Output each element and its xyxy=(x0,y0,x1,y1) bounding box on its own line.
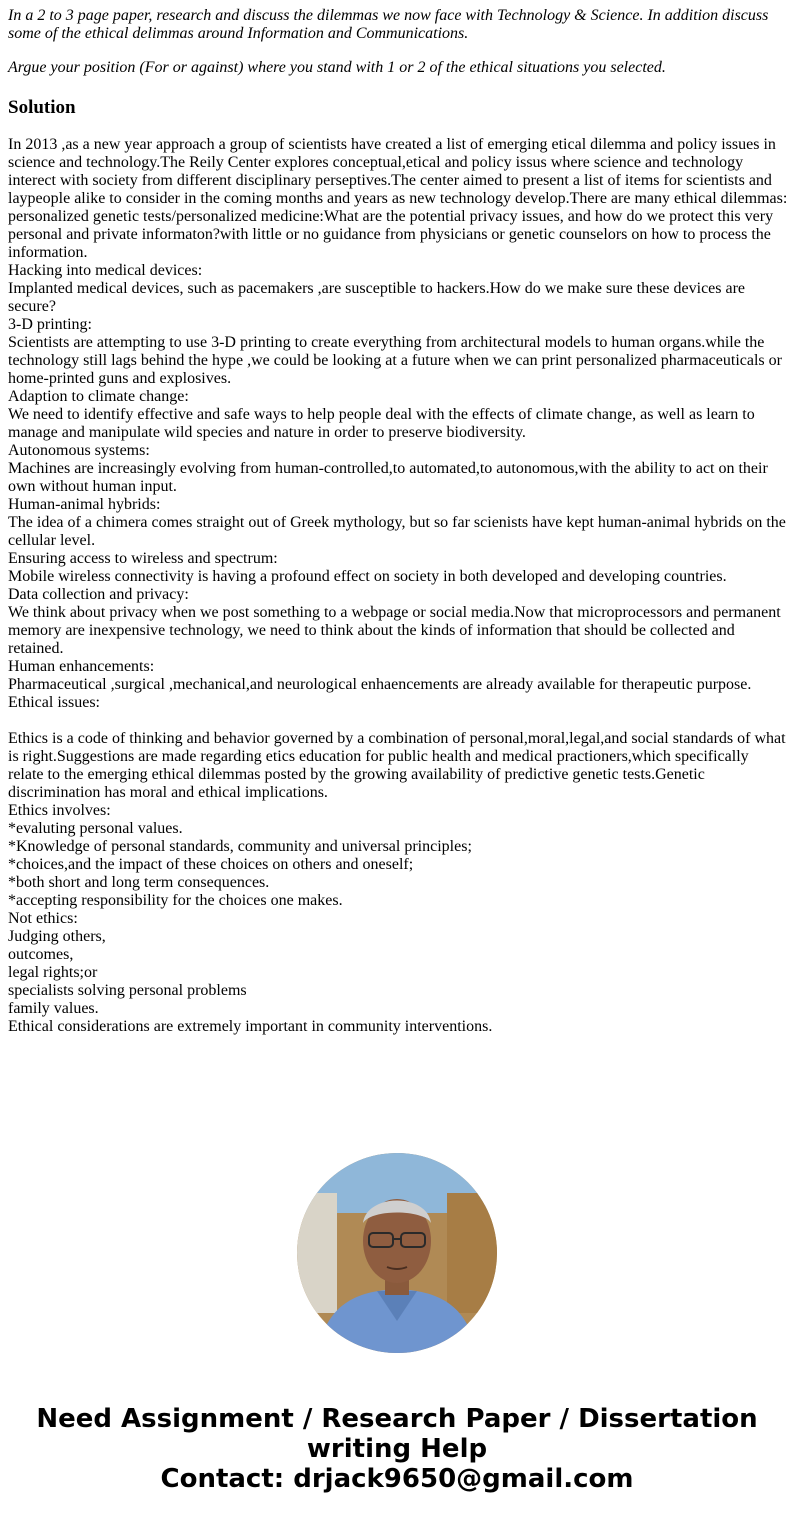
solution-line: Hacking into medical devices: xyxy=(8,262,203,279)
solution-line: Scientists are attempting to use 3-D printing to create everything from architectural models to human organs.while the technology still lags behind the hype ,we could be looking at a future when we can print personalized pharmaceuticals or home-printed guns and explosives. xyxy=(8,334,782,387)
solution-line: *evaluting personal values. xyxy=(8,820,183,837)
solution-line: The idea of a chimera comes straight out of Greek mythology, but so far scienists have kept human-animal hybrids on the cellular level. xyxy=(8,514,786,549)
solution-line: personalized genetic tests/personalized medicine:What are the potential privacy issues, and how do we protect this very personal and private informaton?with little or no guidance from physicians or genetic counselors on how to process the information. xyxy=(8,208,774,261)
solution-line: legal rights;or xyxy=(8,964,98,981)
promo-banner xyxy=(0,1404,794,1494)
blank-line xyxy=(8,712,788,730)
solution-line: family values. xyxy=(8,1000,99,1017)
promo-line-1: Need Assignment / Research Paper / Dissertation xyxy=(36,1404,758,1434)
question-paragraph-2: Argue your position (For or against) where you stand with 1 or 2 of the ethical situations you selected. xyxy=(8,59,666,76)
solution-line: Data collection and privacy: xyxy=(8,586,189,603)
solution-line: outcomes, xyxy=(8,946,74,963)
promo-contact: Contact: drjack9650@gmail.com xyxy=(160,1464,634,1494)
solution-line: We think about privacy when we post something to a webpage or social media.Now that microprocessors and permanent memory are inexpensive technology, we need to think about the kinds of information that should be collected and retained. xyxy=(8,604,781,657)
solution-line: We need to identify effective and safe ways to help people deal with the effects of climate change, as well as learn to manage and manipulate wild species and nature in order to preserve biodiversity. xyxy=(8,406,755,441)
author-photo xyxy=(297,1153,497,1353)
solution-line: Ethical issues: xyxy=(8,694,100,711)
document-page xyxy=(8,7,788,1036)
promo-line-2: writing Help xyxy=(306,1434,488,1464)
solution-line: Implanted medical devices, such as pacemakers ,are susceptible to hackers.How do we make sure these devices are secure? xyxy=(8,280,746,315)
solution-line: specialists solving personal problems xyxy=(8,982,247,999)
solution-line: Ethical considerations are extremely important in community interventions. xyxy=(8,1018,493,1035)
solution-line: Ethics involves: xyxy=(8,802,111,819)
solution-line: Ensuring access to wireless and spectrum: xyxy=(8,550,278,567)
solution-heading: Solution xyxy=(8,97,76,118)
solution-line: Judging others, xyxy=(8,928,106,945)
solution-line: Autonomous systems: xyxy=(8,442,150,459)
solution-line: Adaption to climate change: xyxy=(8,388,189,405)
solution-line: 3-D printing: xyxy=(8,316,92,333)
solution-line: *Knowledge of personal standards, community and universal principles; xyxy=(8,838,472,855)
question-paragraph-1: In a 2 to 3 page paper, research and discuss the dilemmas we now face with Technology & Science. In addition discuss some of the ethical delimmas around Information and Communications. xyxy=(8,7,769,42)
solution-line: Human enhancements: xyxy=(8,658,155,675)
solution-line: Ethics is a code of thinking and behavior governed by a combination of personal,moral,legal,and social standards of what is right.Suggestions are made regarding etics education for public health and medical practioners,which specifically relate to the emerging ethical dilemmas posted by the growing availability of predictive genetic tests.Genetic discrimination has moral and ethical implications. xyxy=(8,730,786,801)
solution-line: Pharmaceutical ,surgical ,mechanical,and neurological enhaencements are already available for therapeutic purpose. xyxy=(8,676,752,693)
solution-body xyxy=(8,136,788,1036)
solution-line: *choices,and the impact of these choices on others and oneself; xyxy=(8,856,414,873)
solution-line: In 2013 ,as a new year approach a group of scientists have created a list of emerging etical dilemma and policy issues in science and technology.The Reily Center explores conceptual,etical and policy issus where science and technology interect with society from different disciplinary perseptives.The center aimed to present a list of items for scientists and laypeople alike to consider in the coming months and years as new technology develop.There are many ethical dilemmas: xyxy=(8,136,788,207)
solution-line: Human-animal hybrids: xyxy=(8,496,161,513)
solution-line: *accepting responsibility for the choices one makes. xyxy=(8,892,343,909)
solution-line: *both short and long term consequences. xyxy=(8,874,270,891)
solution-line: Not ethics: xyxy=(8,910,78,927)
solution-line: Machines are increasingly evolving from human-controlled,to automated,to autonomous,with the ability to act on their own without human input. xyxy=(8,460,768,495)
solution-line: Mobile wireless connectivity is having a profound effect on society in both developed and developing countries. xyxy=(8,568,727,585)
author-avatar xyxy=(297,1153,497,1353)
